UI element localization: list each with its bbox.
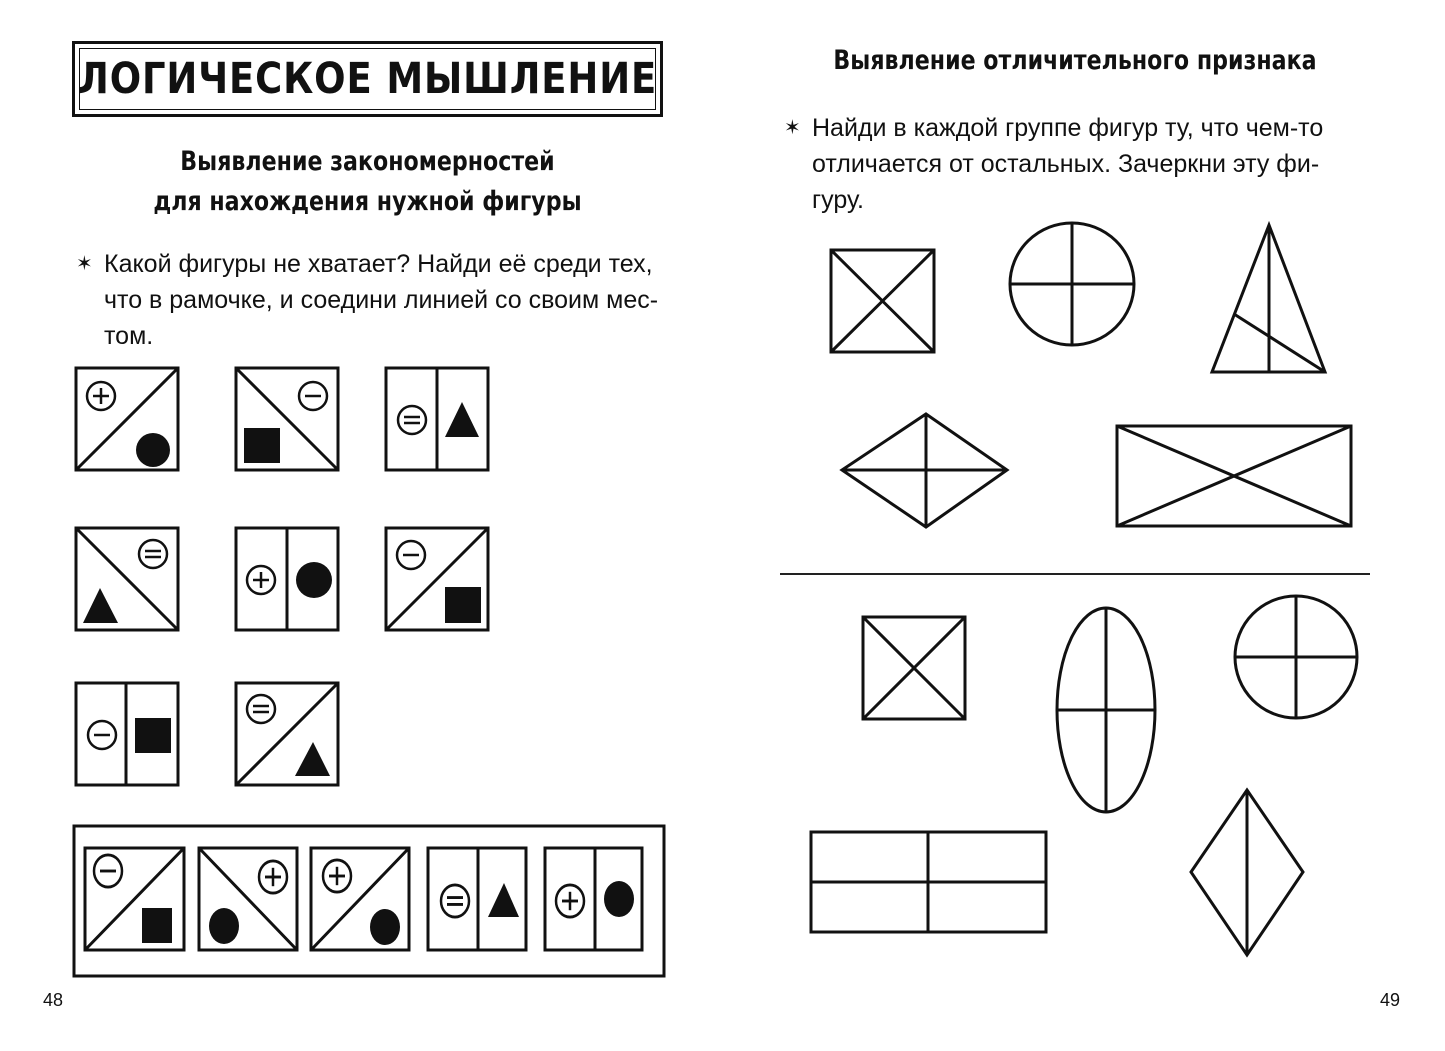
instruction-line: гуру. [812,186,864,214]
left-subheading-line-2: для нахождения нужной фигуры [153,186,582,217]
instruction-line: том. [104,322,154,350]
group2-circle-figure[interactable] [1235,596,1357,718]
group2-ellipse-figure[interactable] [1057,608,1155,812]
group1-triangle-figure[interactable] [1212,225,1325,372]
group1-square-figure[interactable] [831,250,934,352]
group2-rectangle-figure[interactable] [811,832,1046,932]
section-title: ЛОГИЧЕСКОЕ МЫШЛЕНИЕ [77,54,658,104]
group1-rectangle-figure[interactable] [1117,426,1351,526]
six-point-star-bullet-icon: ✶ [76,253,93,275]
right-subheading: Выявление отличительного признака [833,45,1317,76]
left-subheading-line-1: Выявление закономерностей [180,146,555,177]
six-point-star-bullet-icon: ✶ [784,117,801,139]
group1-circle-figure[interactable] [1010,223,1134,345]
instruction-line: что в рамочке, и соедини линией со своим мес- [104,286,659,314]
instruction-line: Какой фигуры не хватает? Найди её среди тех, [104,250,653,278]
page-number-left: 48 [43,990,64,1010]
page-number-right: 49 [1380,990,1401,1010]
group1-rhombus-figure[interactable] [842,414,1007,527]
instruction-line: отличается от остальных. Зачеркни эту фи- [812,150,1320,178]
group2-rhombus-figure[interactable] [1191,790,1303,955]
instruction-line: Найди в каждой группе фигур ту, что чем-то [812,114,1324,142]
group2-square-figure[interactable] [863,617,965,719]
